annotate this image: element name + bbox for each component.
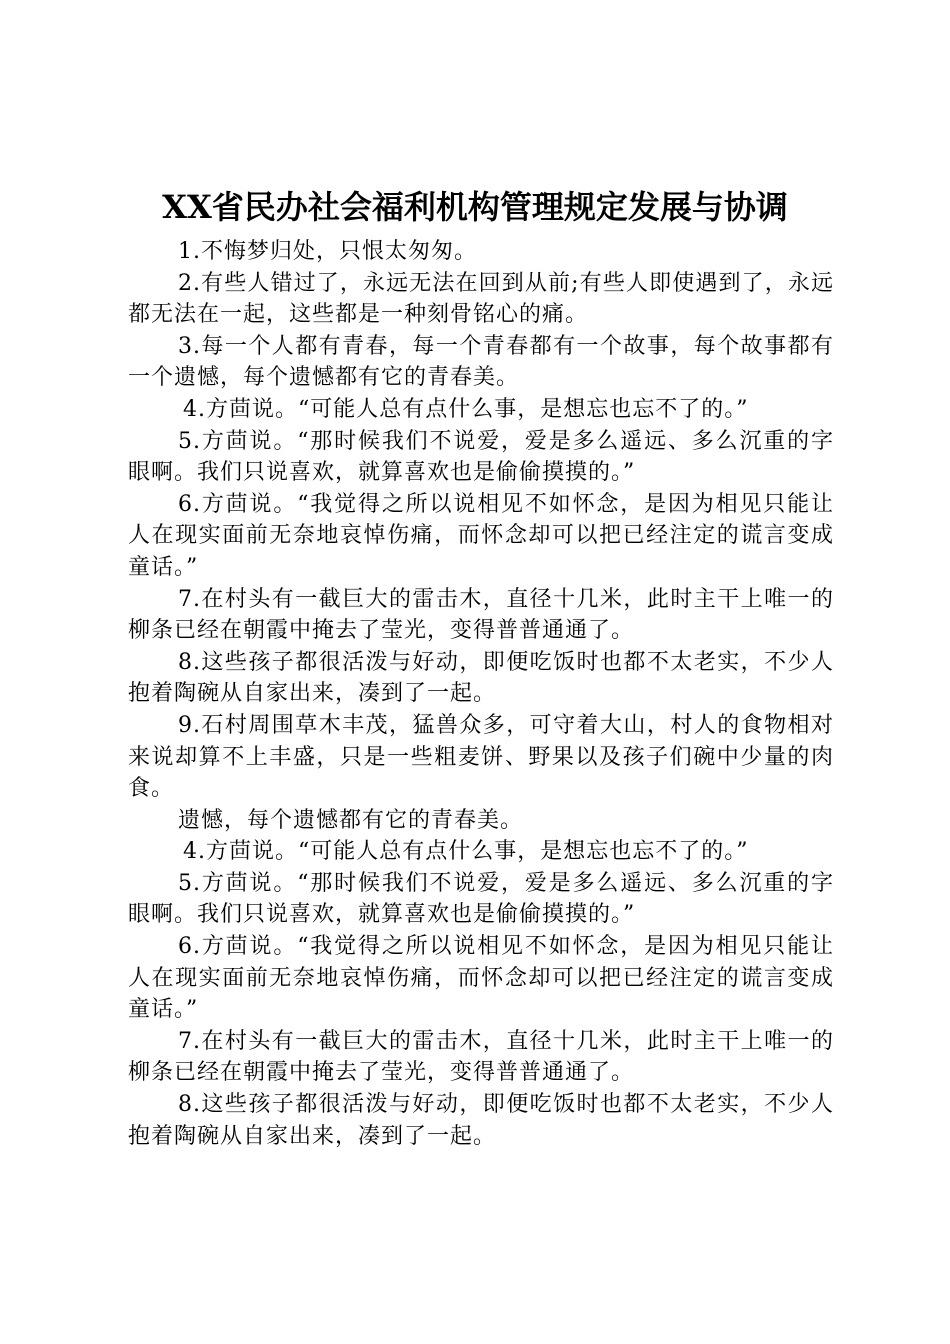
paragraph-10: 遗憾，每个遗憾都有它的青春美。 xyxy=(178,807,524,833)
paragraph-11: 4.方茴说。“可能人总有点什么事，是想忘也忘不了的。” xyxy=(183,839,749,865)
paragraph-5: 5.方茴说。“那时候我们不说爱，爱是多么遥远、多么沉重的字眼啊。我们只说喜欢，就算喜欢也是偷偷摸摸的。” xyxy=(128,428,834,486)
document-title: XX省民办社会福利机构管理规定发展与协调 xyxy=(162,188,788,226)
paragraph-7: 7.在村头有一截巨大的雷击木，直径十几米，此时主干上唯一的柳条已经在朝霞中掩去了莹光，变得普普通通了。 xyxy=(128,586,834,644)
paragraph-9: 9.石村周围草木丰茂，猛兽众多，可守着大山，村人的食物相对来说却算不上丰盛，只是一些粗麦饼、野果以及孩子们碗中少量的肉食。 xyxy=(128,712,834,802)
paragraph-13: 6.方茴说。“我觉得之所以说相见不如怀念，是因为相见只能让人在现实面前无奈地哀悼伤痛，而怀念却可以把已经注定的谎言变成童话。” xyxy=(128,934,834,1023)
paragraph-2: 2.有些人错过了，永远无法在回到从前;有些人即使遇到了，永远都无法在一起，这些都是一种刻骨铭心的痛。 xyxy=(128,270,834,328)
paragraph-4: 4.方茴说。“可能人总有点什么事，是想忘也忘不了的。” xyxy=(183,396,749,422)
paragraph-6: 6.方茴说。“我觉得之所以说相见不如怀念，是因为相见只能让人在现实面前无奈地哀悼伤痛，而怀念却可以把已经注定的谎言变成童话。” xyxy=(128,491,834,580)
document-body xyxy=(128,236,834,1152)
paragraph-8: 8.这些孩子都很活泼与好动，即便吃饭时也都不太老实，不少人抱着陶碗从自家出来，凑到了一起。 xyxy=(128,649,834,707)
paragraph-1: 1.不悔梦归处，只恨太匆匆。 xyxy=(178,239,477,264)
paragraph-14: 7.在村头有一截巨大的雷击木，直径十几米，此时主干上唯一的柳条已经在朝霞中掩去了莹光，变得普普通通了。 xyxy=(128,1028,834,1086)
paragraph-12: 5.方茴说。“那时候我们不说爱，爱是多么遥远、多么沉重的字眼啊。我们只说喜欢，就算喜欢也是偷偷摸摸的。” xyxy=(128,870,834,928)
paragraph-15: 8.这些孩子都很活泼与好动，即便吃饭时也都不太老实，不少人抱着陶碗从自家出来，凑到了一起。 xyxy=(128,1092,834,1149)
paragraph-3: 3.每一个人都有青春，每一个青春都有一个故事，每个故事都有一个遗憾，每个遗憾都有它的青春美。 xyxy=(128,333,834,391)
